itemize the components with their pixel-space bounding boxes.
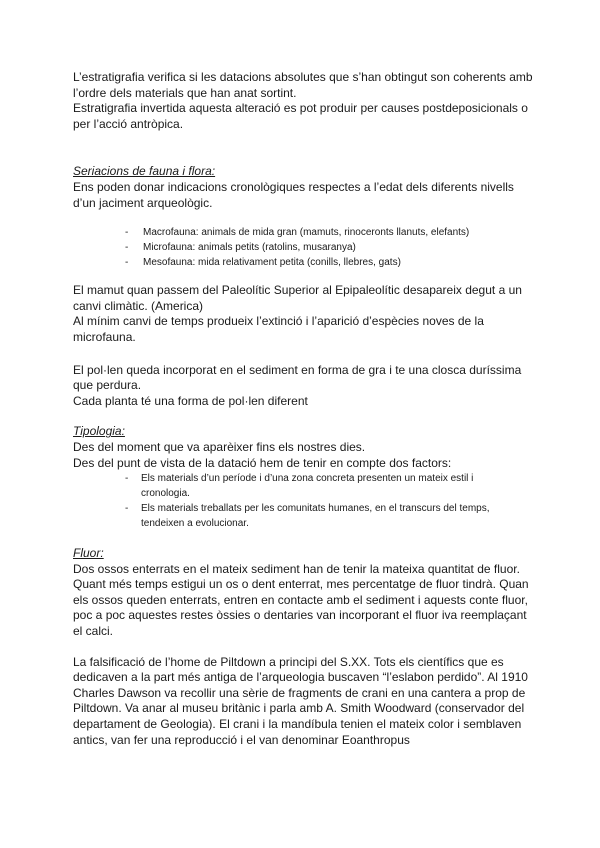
list-item: - Mesofauna: mida relativament petita (conills, llebres, gats) bbox=[73, 255, 533, 270]
list-item: - Macrofauna: animals de mida gran (mamuts, rinoceronts llanuts, elefants) bbox=[73, 225, 533, 240]
paragraph-estratigrafia-invertida: Estratigrafia invertida aquesta alteració es pot produir per causes postdeposicionals o per l’acció antròpica. bbox=[73, 101, 528, 131]
paragraph-estratigrafia: L’estratigrafia verifica si les datacions absolutes que s’han obtingut son coherents amb l’ordre dels materials que han anat sortint. bbox=[73, 70, 533, 100]
list-item: - Els materials d’un període i d’una zona concreta presenten un mateix estil i cronologia. bbox=[73, 471, 533, 501]
paragraph-tipologia-2: Des del punt de vista de la datació hem de tenir en compte dos factors: bbox=[73, 455, 452, 470]
paragraph-mamut: El mamut quan passem del Paleolític Superior al Epipaleolític desapareix degut a un canvi climàtic. (America) bbox=[73, 283, 522, 313]
paragraph-pollen: El pol·len queda incorporat en el sediment en forma de gra i te una closca duríssima que perdura. bbox=[73, 362, 522, 393]
paragraph-seriacions-intro: Ens poden donar indicacions cronològiques respectes a l’edat dels diferents nivells d’un jaciment arqueològic. bbox=[73, 179, 514, 210]
heading-fluor: Fluor: bbox=[73, 546, 104, 561]
list-item: - Microfauna: animals petits (ratolins, musaranya) bbox=[73, 240, 533, 255]
document-page bbox=[73, 70, 533, 748]
paragraph-planta: Cada planta té una forma de pol·len diferent bbox=[73, 393, 308, 408]
heading-seriacions: Seriacions de fauna i flora: bbox=[73, 164, 216, 179]
factors-list bbox=[73, 471, 533, 531]
list-item: - Els materials treballats per les comunitats humanes, en el transcurs del temps, tendeixen a evolucionar. bbox=[73, 501, 533, 531]
paragraph-piltdown: La falsificació de l’home de Piltdown a principi del S.XX. Tots els científics que es dedicaven a la part més antiga de l’arqueologia buscaven “l’eslabon perdido”. Al 1910 Charles Dawson va recollir una sèrie de fragments de crani en una cantera a prop de Piltdown. Va anar al museu britànic i parla amb A. Smith Woodward (conservador del departament de Geologia). El crani i la mandíbula tenien el mateix color i semblaven antics, van fer una reproducció i el van denominar Eoanthropus bbox=[73, 654, 528, 747]
paragraph-tipologia-1: Des del moment que va aparèixer fins els nostres dies. bbox=[73, 439, 366, 454]
fauna-list bbox=[73, 225, 533, 270]
paragraph-minim-canvi: Al mínim canvi de temps produeix l’extinció i l’aparició d’espècies noves de la microfauna. bbox=[73, 314, 484, 344]
paragraph-fluor: Dos ossos enterrats en el mateix sediment han de tenir la mateixa quantitat de fluor. Quant més temps estigui un os o dent enterrat, mes percentatge de fluor tindrà. Quan els ossos queden enterrats, entren en contacte amb el sediment i aquests conte fluor, poc a poc aquestes restes òssies o dentaries van incorporant el fluor iva reemplaçant el calci. bbox=[73, 561, 529, 639]
heading-tipologia: Tipologia: bbox=[73, 424, 125, 439]
